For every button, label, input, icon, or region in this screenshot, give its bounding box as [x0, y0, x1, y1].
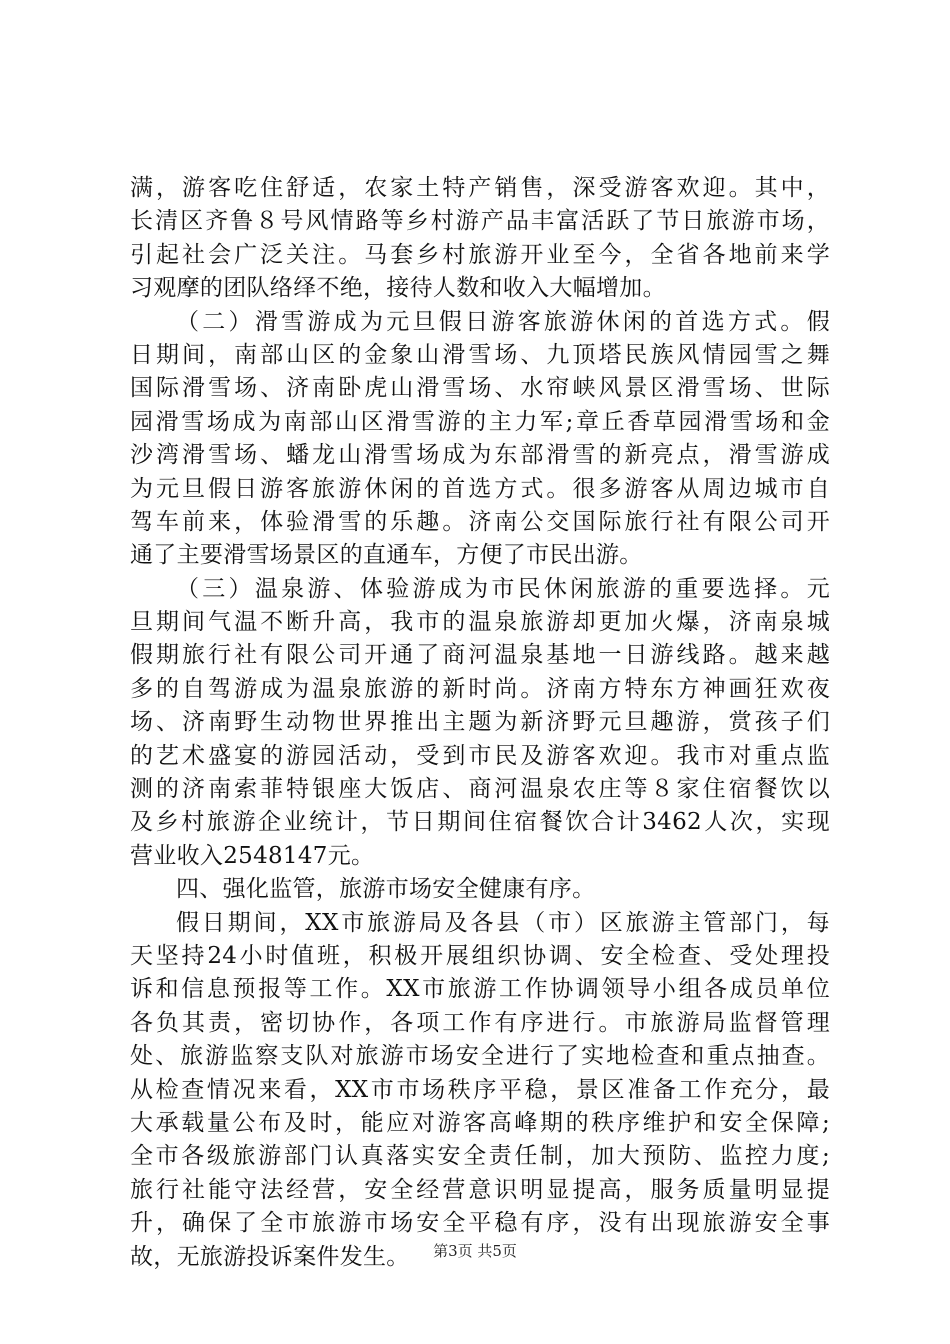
text-line: （二）滑雪游成为元旦假日游客旅游休闲的首选方式。假	[176, 308, 830, 335]
page-footer: 第3页 共5页	[433, 1242, 517, 1260]
text-line: 习观摩的团队络绎不绝，接待人数和收入大幅增加。	[130, 275, 666, 302]
text-line: 的艺术盛宴的游园活动，受到市民及游客欢迎。我市对重点监	[130, 742, 830, 769]
text-line: 国际滑雪场、济南卧虎山滑雪场、水帘峡风景区滑雪场、世际	[130, 375, 830, 402]
text-line: 旦期间气温不断升高，我市的温泉旅游却更加火爆，济南泉城	[130, 609, 830, 636]
text-line: 多的自驾游成为温泉旅游的新时尚。济南方特东方神画狂欢夜	[130, 675, 830, 702]
text-line: 旅行社能守法经营，安全经营意识明显提高，服务质量明显提	[130, 1176, 830, 1203]
text-line: 满，游客吃住舒适，农家土特产销售，深受游客欢迎。其中，	[130, 175, 830, 201]
text-line: 营业收入2548147元。	[130, 842, 375, 869]
text-line: 为元旦假日游客旅游休闲的首选方式。很多游客从周边城市自	[130, 475, 830, 502]
document-body	[130, 172, 830, 1274]
text-line: 长清区齐鲁８号风情路等乡村游产品丰富活跃了节日旅游市场，	[130, 208, 830, 235]
text-line: 沙湾滑雪场、蟠龙山滑雪场成为东部滑雪的新亮点，滑雪游成	[130, 442, 830, 469]
text-line: 日期间，南部山区的金象山滑雪场、九顶塔民族风情园雪之舞	[130, 341, 830, 368]
text-line: 假期旅行社有限公司开通了商河温泉基地一日游线路。越来越	[130, 642, 830, 669]
text-line: 四、强化监管，旅游市场安全健康有序。	[176, 876, 596, 903]
text-line: 全市各级旅游部门认真落实安全责任制，加大预防、监控力度;	[130, 1143, 830, 1170]
text-line: 假日期间，XX市旅游局及各县（市）区旅游主管部门，每	[176, 909, 830, 936]
text-line: 场、济南野生动物世界推出主题为新济野元旦趣游，赏孩子们	[130, 709, 830, 736]
text-line: 驾车前来，体验滑雪的乐趣。济南公交国际旅行社有限公司开	[130, 508, 830, 535]
text-line: 诉和信息预报等工作。XX市旅游工作协调领导小组各成员单位	[130, 976, 830, 1003]
text-line: 升，确保了全市旅游市场安全平稳有序，没有出现旅游安全事	[130, 1210, 830, 1237]
text-line: 测的济南索菲特银座大饭店、商河温泉农庄等８家住宿餐饮以	[130, 776, 830, 803]
text-line: 故，无旅游投诉案件发生。	[130, 1243, 410, 1270]
text-line: 处、旅游监察支队对旅游市场安全进行了实地检查和重点抽查。	[130, 1043, 830, 1070]
text-line: 各负其责，密切协作，各项工作有序进行。市旅游局监督管理	[130, 1009, 830, 1036]
text-line: 大承载量公布及时，能应对游客高峰期的秩序维护和安全保障;	[130, 1109, 830, 1136]
text-line: 及乡村旅游企业统计，节日期间住宿餐饮合计3462人次，实现	[130, 809, 830, 836]
text-line: 通了主要滑雪场景区的直通车，方便了市民出游。	[130, 542, 643, 569]
text-line: （三）温泉游、体验游成为市民休闲旅游的重要选择。元	[176, 575, 830, 602]
text-line: 引起社会广泛关注。马套乡村旅游开业至今，全省各地前来学	[130, 241, 830, 268]
text-line: 园滑雪场成为南部山区滑雪游的主力军;章丘香草园滑雪场和金	[130, 408, 830, 435]
text-line: 天坚持24小时值班，积极开展组织协调、安全检查、受处理投	[130, 942, 830, 969]
text-line: 从检查情况来看，XX市市场秩序平稳，景区准备工作充分，最	[130, 1076, 830, 1103]
